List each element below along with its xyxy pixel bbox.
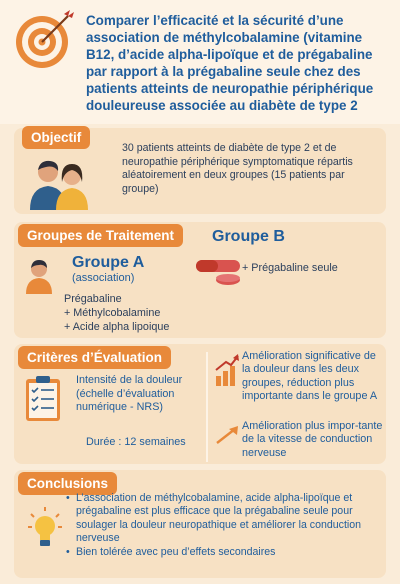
duration-text: Durée : 12 semaines bbox=[86, 436, 186, 448]
criteres-card bbox=[14, 344, 386, 464]
group-a-title: Groupe A bbox=[72, 254, 145, 271]
group-a-item: + Méthylcobalamine bbox=[64, 307, 161, 319]
group-a-list bbox=[64, 292, 169, 334]
group-a-item: Prégabaline bbox=[64, 293, 122, 305]
objectif-label: Objectif bbox=[22, 126, 90, 149]
bullet: • bbox=[66, 492, 70, 504]
conclusion-text: Bien tolérée avec peu d’effets secondaires bbox=[76, 546, 276, 559]
objectif-card bbox=[14, 128, 386, 214]
conclusions-card bbox=[14, 470, 386, 578]
criteres-label: Critères d’Évaluation bbox=[18, 346, 171, 369]
result-text: Amélioration significative de la douleur dans les deux groupes, réduction plus importante dans le groupe A bbox=[242, 350, 378, 402]
group-a-item: + Acide alpha lipoique bbox=[64, 321, 170, 333]
bullet: • bbox=[66, 546, 70, 559]
page-title: Comparer l’efficacité et la sécurité d’une association de méthylcobalamine (vitamine B12, d’acide alpha-lipoïque et de prégabaline par rapport à la prégabaline seule chez des patients atteints de neuropathie périphérique douleureuse associée au diabète de type 2 bbox=[86, 13, 374, 113]
criteria-text: Intensité de la douleur (échelle d’évaluation numérique - NRS) bbox=[76, 374, 183, 413]
conclusions-list bbox=[66, 492, 382, 559]
clipboard-icon bbox=[24, 374, 64, 422]
chart-up-icon bbox=[214, 352, 240, 388]
conclusions-label: Conclusions bbox=[18, 472, 117, 495]
person-icon bbox=[24, 258, 54, 294]
target-icon bbox=[14, 8, 76, 70]
header bbox=[0, 0, 400, 124]
group-b-text: + Prégabaline seule bbox=[242, 262, 338, 274]
list-item bbox=[66, 492, 382, 545]
list-item bbox=[66, 546, 382, 559]
lightbulb-icon bbox=[28, 506, 62, 550]
result-text: Amélioration plus impor-tante de la vitesse de conduction nerveuse bbox=[242, 420, 383, 459]
objectif-text: 30 patients atteints de diabète de type 2 et de neuropathie périphérique symptomatique répartis aléatoirement en deux groupes (15 patients par groupe) bbox=[122, 142, 353, 195]
group-b-title: Groupe B bbox=[212, 228, 285, 245]
groups-card bbox=[14, 222, 386, 338]
group-a-subtitle: (association) bbox=[72, 272, 135, 284]
pill-icon bbox=[194, 258, 246, 286]
divider bbox=[206, 352, 208, 462]
groupes-label: Groupes de Traitement bbox=[18, 224, 183, 247]
people-icon bbox=[26, 158, 92, 210]
conclusion-text: L’association de méthylcobalamine, acide alpha-lipoïque et prégabaline est plus efficace que la prégabaline seule pour soulager la douleur neuropathique et améliorer la conduction nerveuse bbox=[76, 492, 362, 544]
arrow-up-icon bbox=[214, 424, 240, 446]
